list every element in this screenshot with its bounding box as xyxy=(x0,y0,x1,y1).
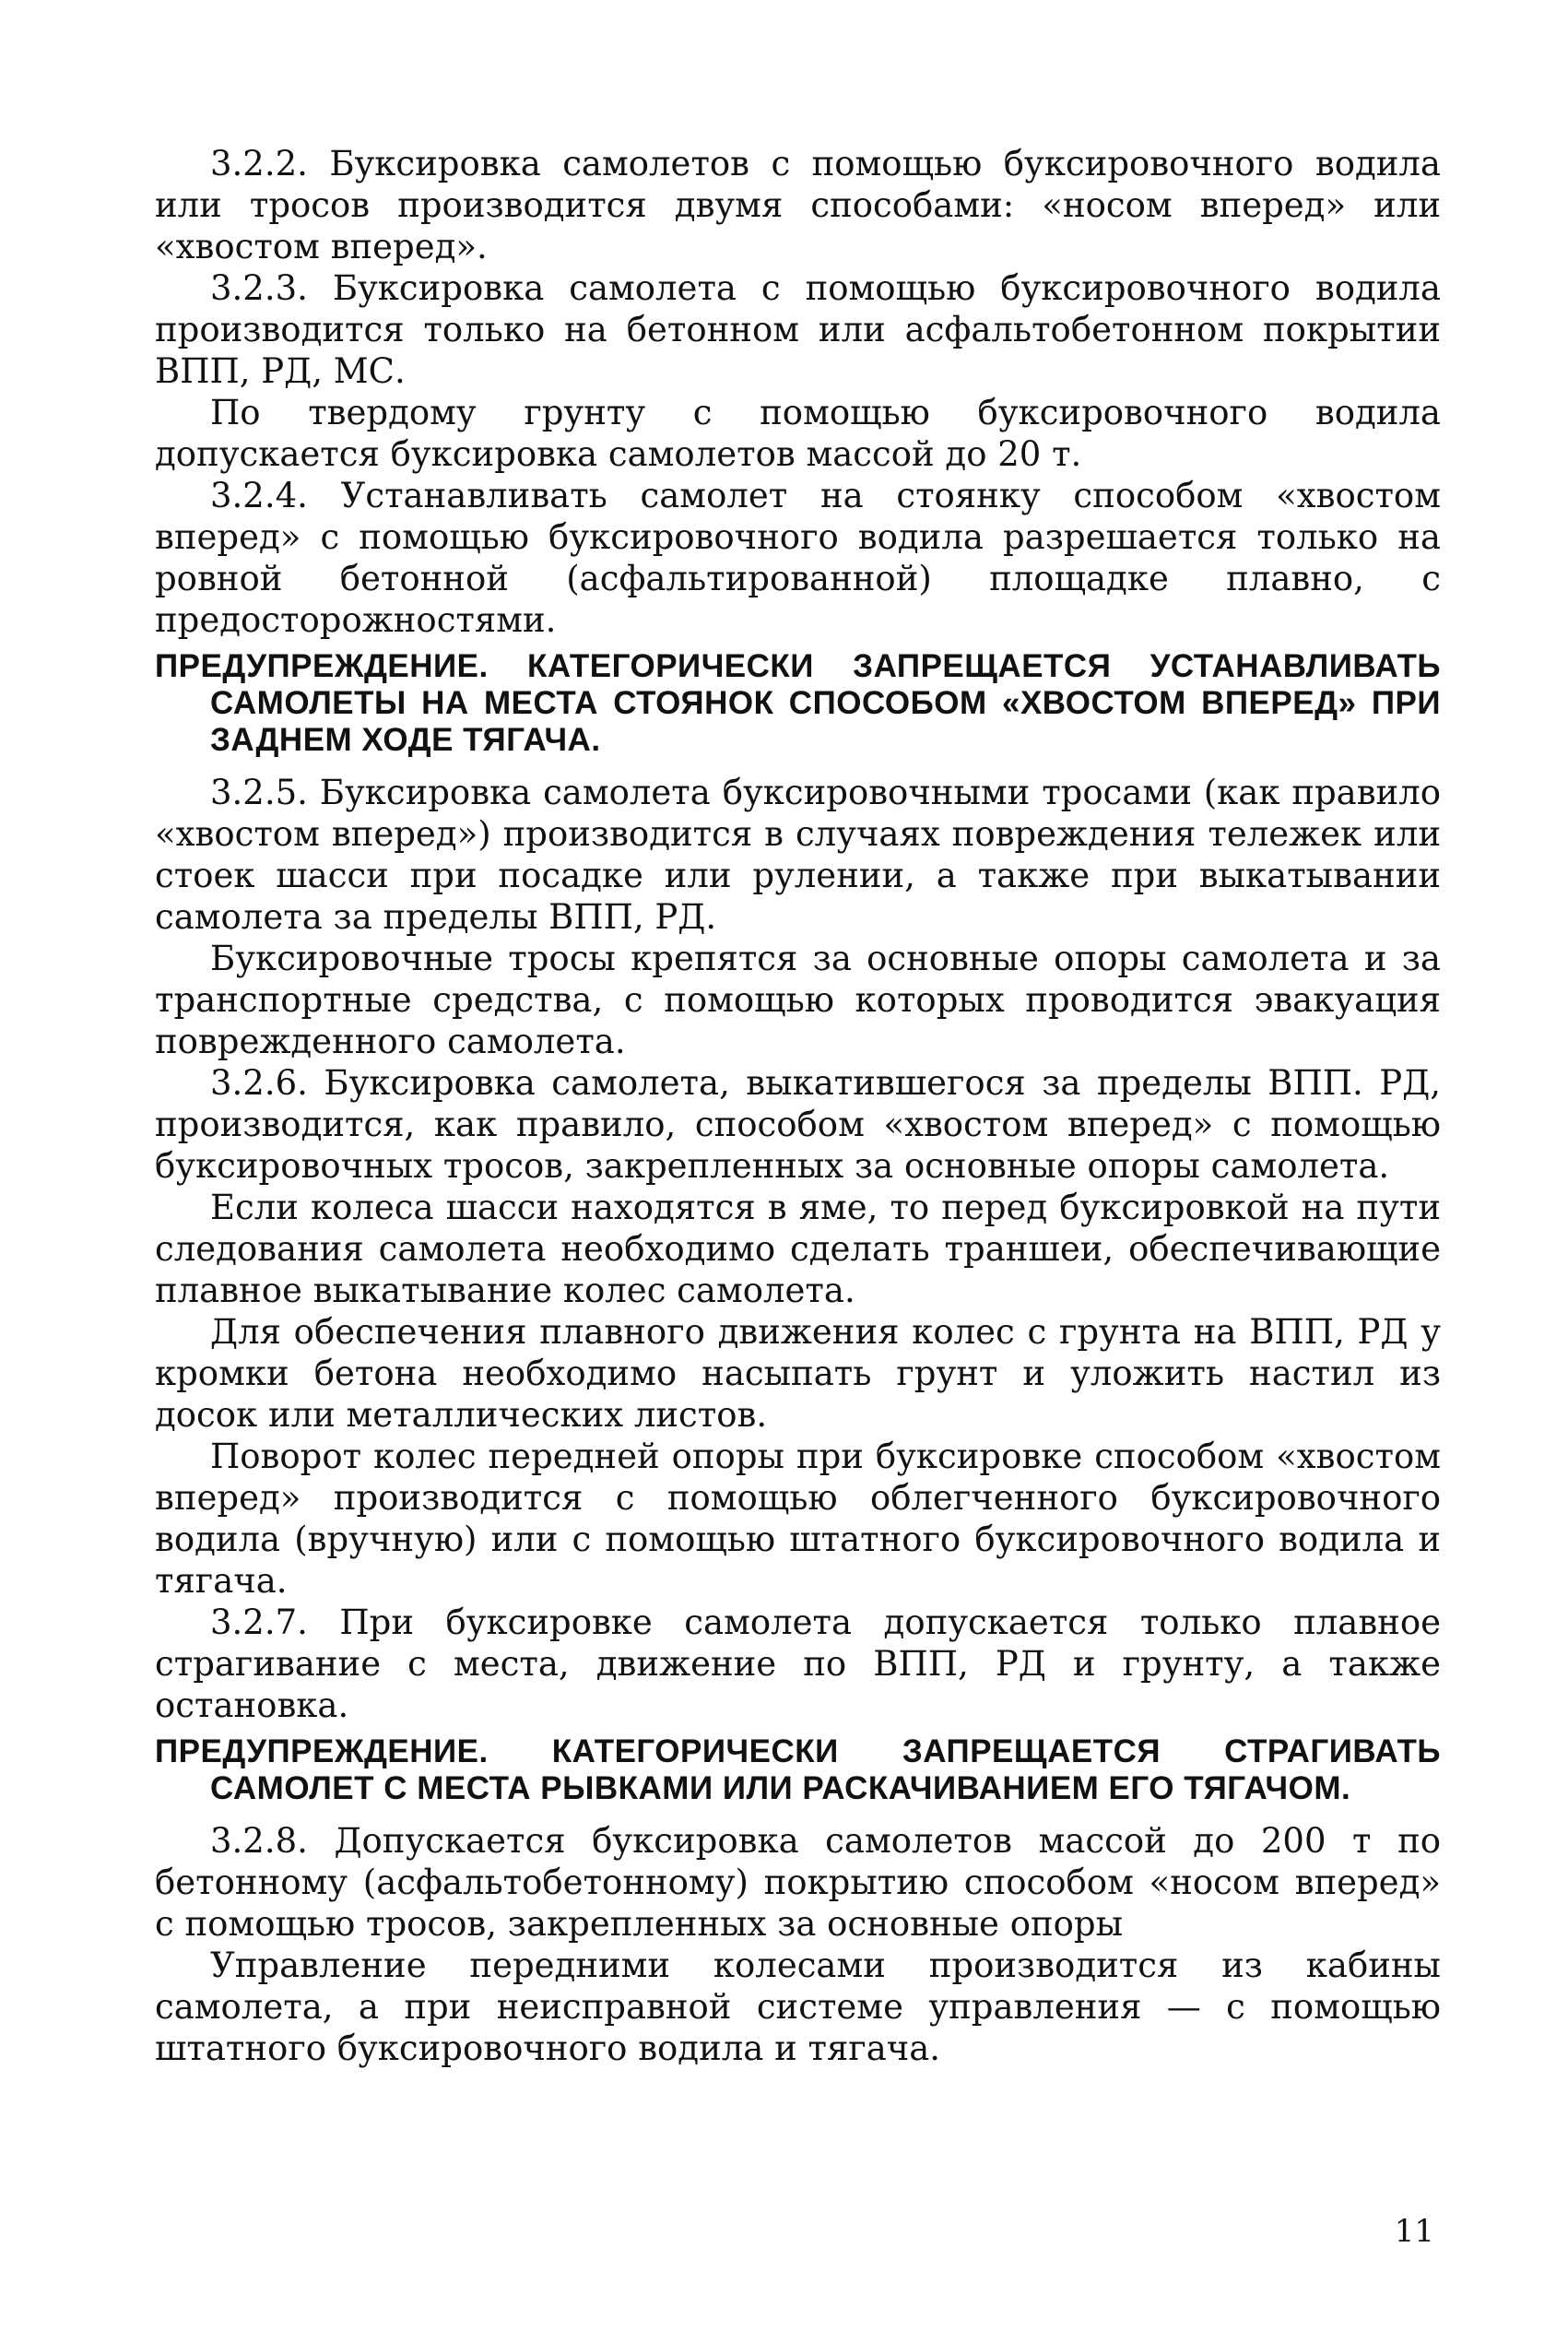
paragraph-3-2-5: 3.2.5. Буксировка самолета буксировочными тросами (как правило «хвостом вперед») производится в случаях повреждения тележек или стоек шасси при посадке или рулении, а также при выкатывании самолета за пределы ВПП, РД. xyxy=(155,773,1441,937)
paragraph-ground-towing: По твердому грунту с помощью буксировочного водила допускается буксировка самолетов массой до 20 т. xyxy=(155,393,1441,474)
paragraph-ground-to-runway: Для обеспечения плавного движения колес с грунта на ВПП, РД у кромки бетона необходимо насыпать грунт и уложить настил из досок или металлических листов. xyxy=(155,1312,1441,1435)
page-number: 11 xyxy=(1394,2213,1434,2250)
paragraph-nose-wheel-control: Управление передними колесами производится из кабины самолета, а при неисправной системе управления — с помощью штатного буксировочного водила и тягача. xyxy=(155,1946,1441,2068)
warning-jerking: ПРЕДУПРЕЖДЕНИЕ. КАТЕГОРИЧЕСКИ ЗАПРЕЩАЕТСЯ СТРАГИВАТЬ САМОЛЕТ С МЕСТА РЫВКАМИ ИЛИ РАСКАЧИВАНИЕМ ЕГО ТЯГАЧОМ. xyxy=(155,1733,1441,1806)
document-page xyxy=(155,143,1441,2069)
paragraph-3-2-7: 3.2.7. При буксировке самолета допускается только плавное страгивание с места, движение по ВПП, РД и грунту, а также остановка. xyxy=(155,1603,1441,1725)
warning-parking-reverse: ПРЕДУПРЕЖДЕНИЕ. КАТЕГОРИЧЕСКИ ЗАПРЕЩАЕТСЯ УСТАНАВЛИВАТЬ САМОЛЕТЫ НА МЕСТА СТОЯНОК СПОСОБОМ «ХВОСТОМ ВПЕРЕД» ПРИ ЗАДНЕМ ХОДЕ ТЯГАЧА. xyxy=(155,648,1441,758)
paragraph-3-2-6: 3.2.6. Буксировка самолета, выкатившегося за пределы ВПП. РД, производится, как правило, способом «хвостом вперед» с помощью буксировочных тросов, закрепленных за основные опоры самолета. xyxy=(155,1063,1441,1186)
paragraph-nose-wheel-turn: Поворот колес передней опоры при буксировке способом «хвостом вперед» производится с помощью облегченного буксировочного водила (вручную) или с помощью штатного буксировочного водила и тягача. xyxy=(155,1437,1441,1601)
paragraph-tow-cables: Буксировочные тросы крепятся за основные опоры самолета и за транспортные средства, с помощью которых проводится эвакуация поврежденного самолета. xyxy=(155,939,1441,1061)
paragraph-3-2-3: 3.2.3. Буксировка самолета с помощью буксировочного водила производится только на бетонном или асфальтобетонном покрытии ВПП, РД, МС. xyxy=(155,268,1441,391)
paragraph-wheels-in-pit: Если колеса шасси находятся в яме, то перед буксировкой на пути следования самолета необходимо сделать траншеи, обеспечивающие плавное выкатывание колес самолета. xyxy=(155,1188,1441,1310)
paragraph-3-2-2: 3.2.2. Буксировка самолетов с помощью буксировочного водила или тросов производится двумя способами: «носом вперед» или «хвостом вперед». xyxy=(155,144,1441,266)
paragraph-3-2-8: 3.2.8. Допускается буксировка самолетов массой до 200 т по бетонному (асфальтобетонному) покрытию способом «носом вперед» с помощью тросов, закрепленных за основные опоры xyxy=(155,1821,1441,1944)
paragraph-3-2-4: 3.2.4. Устанавливать самолет на стоянку способом «хвостом вперед» с помощью буксировочного водила разрешается только на ровной бетонной (асфальтированной) площадке плавно, с предосторожностями. xyxy=(155,476,1441,640)
